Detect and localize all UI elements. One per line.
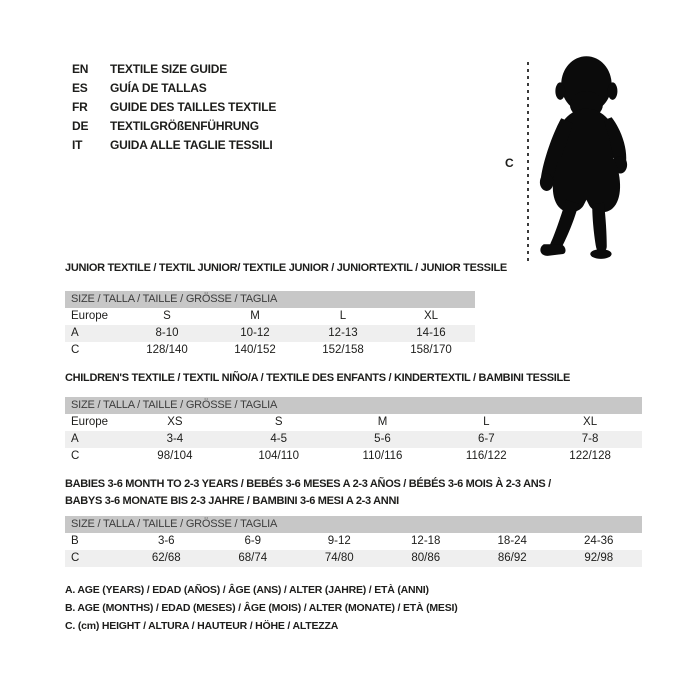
lang-row-de bbox=[72, 116, 276, 135]
size-cell: S bbox=[163, 310, 171, 322]
size-cell: 12-13 bbox=[328, 327, 358, 339]
footnote-a: A. AGE (YEARS) / EDAD (AÑOS) / ÂGE (ANS) / ALTER (JAHRE) / ETÀ (ANNI) bbox=[65, 584, 429, 596]
babies-size-table bbox=[65, 516, 642, 567]
babies-title-line2: BABYS 3-6 MONATE BIS 2-3 JAHRE / BAMBINI 3-6 MESI A 2-3 ANNI bbox=[65, 495, 399, 507]
size-cell: 62/68 bbox=[151, 552, 181, 564]
row-label: C bbox=[71, 344, 80, 356]
size-cell: 98/104 bbox=[157, 450, 193, 462]
size-cell: L bbox=[339, 310, 347, 322]
size-cell: 10-12 bbox=[240, 327, 270, 339]
language-legend bbox=[72, 59, 276, 154]
children-table-rows bbox=[65, 414, 642, 465]
size-cell: 5-6 bbox=[374, 433, 391, 445]
size-cell: 6-7 bbox=[477, 433, 495, 445]
lang-label: GUÍA DE TALLAS bbox=[110, 80, 207, 95]
size-cell: 8-10 bbox=[155, 327, 179, 339]
table-row bbox=[65, 414, 642, 431]
lang-code: IT bbox=[72, 137, 83, 152]
size-cell: 74/80 bbox=[324, 552, 354, 564]
table-row bbox=[65, 308, 475, 325]
lang-label: GUIDA ALLE TAGLIE TESSILI bbox=[110, 137, 273, 152]
junior-table-title: JUNIOR TEXTILE / TEXTIL JUNIOR/ TEXTILE JUNIOR / JUNIORTEXTIL / JUNIOR TESSILE bbox=[65, 262, 507, 274]
size-cell: 122/128 bbox=[569, 450, 611, 462]
lang-label: TEXTILGRÖßENFÜHRUNG bbox=[110, 118, 259, 133]
size-cell: 92/98 bbox=[584, 552, 614, 564]
lang-label: GUIDE DES TAILLES TEXTILE bbox=[110, 99, 277, 114]
size-cell: M bbox=[250, 310, 260, 322]
table-row bbox=[65, 342, 475, 359]
lang-row-es bbox=[72, 78, 276, 97]
row-label: Europe bbox=[71, 310, 109, 322]
size-cell: 86/92 bbox=[497, 552, 527, 564]
babies-table-rows bbox=[65, 533, 642, 567]
row-label: A bbox=[71, 433, 79, 445]
lang-code: ES bbox=[72, 80, 88, 95]
table-row bbox=[65, 325, 475, 342]
size-cell: 152/158 bbox=[322, 344, 364, 356]
size-cell: 24-36 bbox=[584, 535, 614, 547]
size-header-bar: SIZE / TALLA / TAILLE / GRÖSSE / TAGLIA bbox=[65, 397, 642, 414]
size-cell: 68/74 bbox=[238, 552, 268, 564]
size-cell: 18-24 bbox=[497, 535, 527, 547]
size-cell: 9-12 bbox=[327, 535, 351, 547]
baby-silhouette-icon bbox=[536, 54, 662, 263]
size-cell: 110/116 bbox=[362, 450, 403, 462]
babies-table-title bbox=[65, 476, 551, 510]
size-cell: M bbox=[377, 416, 388, 428]
lang-row-fr bbox=[72, 97, 276, 116]
row-label: Europe bbox=[71, 416, 109, 428]
size-cell: 80/86 bbox=[411, 552, 441, 564]
row-label: B bbox=[71, 535, 79, 547]
size-cell: 158/170 bbox=[410, 344, 452, 356]
lang-code: FR bbox=[72, 99, 88, 114]
size-cell: 3-4 bbox=[166, 433, 184, 445]
size-header-bar: SIZE / TALLA / TAILLE / GRÖSSE / TAGLIA bbox=[65, 516, 642, 533]
table-row bbox=[65, 550, 642, 567]
size-cell: 4-5 bbox=[270, 433, 287, 445]
lang-code: DE bbox=[72, 118, 89, 133]
size-cell: 3-6 bbox=[157, 535, 175, 547]
junior-size-table bbox=[65, 291, 475, 359]
size-cell: XS bbox=[167, 416, 183, 428]
size-cell: 128/140 bbox=[146, 344, 188, 356]
footnote-c: C. (cm) HEIGHT / ALTURA / HAUTEUR / HÖHE / ALTEZZA bbox=[65, 620, 339, 632]
footnote-b: B. AGE (MONTHS) / EDAD (MESES) / ÂGE (MOIS) / ALTER (MONATE) / ETÀ (MESI) bbox=[65, 602, 458, 614]
row-label: C bbox=[71, 450, 80, 462]
size-cell: 140/152 bbox=[234, 344, 276, 356]
size-cell: 104/110 bbox=[258, 450, 300, 462]
size-cell: 7-8 bbox=[581, 433, 599, 445]
size-cell: L bbox=[483, 416, 490, 428]
size-cell: 116/122 bbox=[465, 450, 507, 462]
table-row bbox=[65, 533, 642, 550]
size-cell: XL bbox=[583, 416, 598, 428]
children-size-table bbox=[65, 397, 642, 465]
footnotes bbox=[65, 581, 458, 635]
row-label: A bbox=[71, 327, 79, 339]
size-cell: XL bbox=[423, 310, 439, 322]
table-row bbox=[65, 448, 642, 465]
babies-title-line1: BABIES 3-6 MONTH TO 2-3 YEARS / BEBÉS 3-6 MESES A 2-3 AÑOS / BÉBÉS 3-6 MOIS À 2-3 ANS / bbox=[65, 478, 551, 490]
children-table-title: CHILDREN'S TEXTILE / TEXTIL NIÑO/A / TEXTILE DES ENFANTS / KINDERTEXTIL / BAMBINI TESSILE bbox=[65, 372, 570, 384]
junior-table-rows bbox=[65, 308, 475, 359]
size-header-bar: SIZE / TALLA / TAILLE / GRÖSSE / TAGLIA bbox=[65, 291, 475, 308]
lang-code: EN bbox=[72, 61, 89, 76]
lang-row-en bbox=[72, 59, 276, 78]
row-label: C bbox=[71, 552, 80, 564]
height-dashed-line bbox=[527, 62, 529, 262]
lang-row-it bbox=[72, 135, 276, 154]
size-cell: 6-9 bbox=[244, 535, 262, 547]
size-cell: 14-16 bbox=[416, 327, 446, 339]
size-cell: S bbox=[274, 416, 283, 428]
size-cell: 12-18 bbox=[411, 535, 441, 547]
table-row bbox=[65, 431, 642, 448]
height-measure-label: C bbox=[505, 156, 514, 170]
lang-label: TEXTILE SIZE GUIDE bbox=[110, 61, 228, 76]
